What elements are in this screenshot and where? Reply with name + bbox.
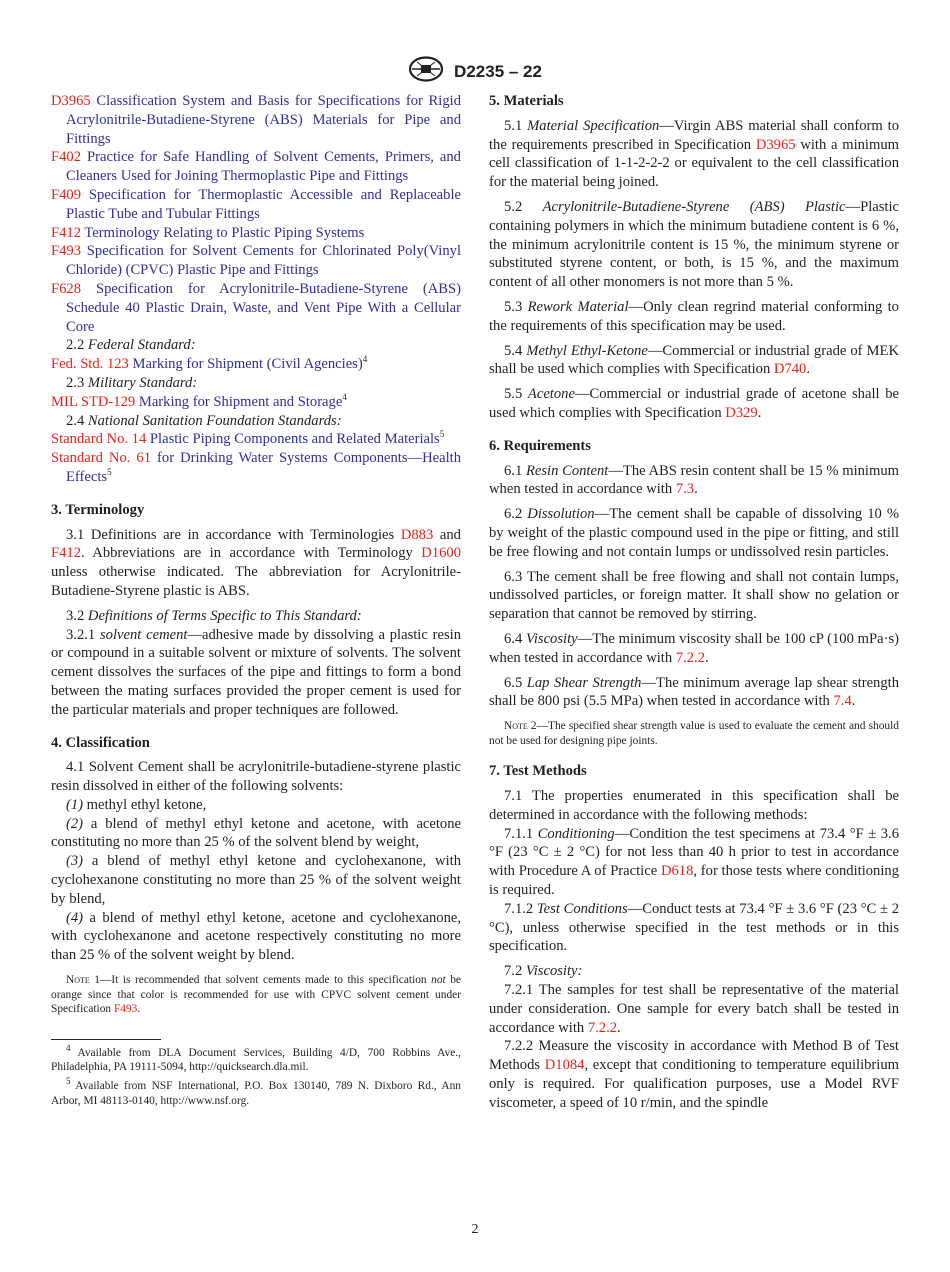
paragraph-5-2: 5.2 Acrylonitrile-Butadiene-Styrene (ABS) Plastic—Plastic containing polymers in which the minimum butadiene content is 6 %, the minimum acrylonitrile content is 15 %, the minimum styrene or substituted styrene content, or both, is 15 %, and the maximum content of all other monomers is not more than 5 %. (489, 198, 899, 291)
ref-title-link[interactable]: Marking for Shipment and Storage (138, 393, 343, 410)
ref-title-link[interactable]: Specification for Thermoplastic Accessible and Replaceable Plastic Tube and Tubular Fittings (66, 186, 461, 222)
paragraph-5-3: 5.3 Rework Material—Only clean regrind material conforming to the requirements of this specification may be used. (489, 298, 899, 334)
ref-code-link[interactable]: F493 (51, 243, 82, 260)
astm-logo-icon (408, 56, 444, 87)
ref-code-link[interactable]: F628 (51, 280, 82, 297)
ref-link[interactable]: 7.2.2 (587, 1019, 618, 1036)
standard-designation: D2235 – 22 (454, 61, 542, 81)
ref-item: MIL STD-129 Marking for Shipment and Storage$^4$ (51, 391, 347, 410)
solvent-item: (4) a blend of methyl ethyl ketone, acetone and cyclohexanone, with cyclohexanone and acetone respectively constituting no more than 25 % of the solvent weight by blend. (51, 909, 461, 964)
ref-item: Fed. Std. 123 Marking for Shipment (Civil Agencies)$^4$ (51, 354, 368, 373)
ref-item (51, 242, 461, 280)
footnote: $^5$ Available from NSF International, P.O. Box 130140, 789 N. Dixboro Rd., Ann Arbor, MI 48113-0140, http://www.nsf.org. (51, 1076, 461, 1107)
paragraph-5-5: 5.5 Acetone—Commercial or industrial grade of acetone shall be used which complies with Specification D329. (489, 386, 900, 421)
ref-code-link[interactable]: MIL STD-129 (51, 393, 136, 410)
paragraph-6-1: 6.1 Resin Content—The ABS resin content shall be 15 % minimum when tested in accordance with 7.3. (489, 462, 899, 498)
paragraph-6-5: 6.5 Lap Shear Strength—The minimum average lap shear strength shall be 800 psi (5.5 MPa) when tested in accordance with 7.4. (489, 674, 900, 710)
referenced-documents-list (51, 92, 461, 336)
paragraph-3-2-1: 3.2.1 solvent cement—adhesive made by dissolving a plastic resin or compound in a suitable solvent or mixture of solvents. The solvent cement dissolves the surfaces of the pipe and fittings to form a bond between the mating surfaces provided the proper cement is used for the particular materials and proper techniques are followed. (51, 626, 461, 718)
ref-title-link[interactable]: Specification for Solvent Cements for Chlorinated Poly(Vinyl Chloride) (CPVC) Plastic Pipe and Fittings (66, 243, 461, 279)
paragraph-5-1: 5.1 Material Specification—Virgin ABS material shall conform to the requirements prescribed in Specification D3965 with a minimum cell classification of 1-1-2-2-2 or equivalent to the cell classification for the material being joined. (489, 117, 899, 191)
paragraph-6-2: 6.2 Dissolution—The cement shall be capable of dissolving 10 % by weight of the plastic compound used in the pipe or fitting, and still be free flowing and not contain lumps or undissolved resin particles. (489, 506, 899, 560)
solvent-item: (1) methyl ethyl ketone, (66, 796, 207, 813)
footnote: $^4$ Available from DLA Document Services, Building 4/D, 700 Robbins Ave., Philadelphia, PA 19111-5094, http://quicksearch.dla.mil. (51, 1043, 461, 1074)
ref-title-link[interactable]: Marking for Shipment (Civil Agencies) (132, 356, 363, 373)
solvent-item: (2) a blend of methyl ethyl ketone and acetone, with acetone constituting no more than 25 % of the solvent blend by weight, (51, 815, 461, 851)
ref-title-link[interactable]: Terminology Relating to Plastic Piping Systems (84, 224, 365, 241)
ref-item (51, 148, 461, 186)
ref-link[interactable]: 7.2.2 (675, 649, 705, 666)
section-2-3-heading: 2.3 Military Standard: (66, 374, 198, 391)
ref-item: Standard No. 14 Plastic Piping Components and Related Materials$^5$ (51, 429, 445, 448)
paragraph-6-4: 6.4 Viscosity—The minimum viscosity shall be 100 cP (100 mPa·s) when tested in accordance with 7.2.2. (489, 630, 899, 666)
paragraph-7-2-1: 7.2.1 The samples for test shall be representative of the material under consideration. One sample for every batch shall be tested in accordance with 7.2.2. (489, 982, 899, 1036)
ref-link[interactable]: D740 (773, 361, 807, 378)
section-5-heading: 5. Materials (489, 93, 564, 109)
paragraph-3-2: 3.2 Definitions of Terms Specific to This Standard: (66, 607, 362, 624)
ref-title-link[interactable]: Classification System and Basis for Specifications for Rigid Acrylonitrile-Butadiene-Styrene (ABS) Materials for Pipe and Fittings (66, 93, 461, 147)
ref-title-link[interactable]: Plastic Piping Components and Related Materials (149, 431, 440, 448)
left-column (51, 92, 461, 1112)
ref-link[interactable]: D3965 (755, 136, 796, 153)
ref-link[interactable]: D1600 (421, 545, 461, 562)
ref-title-link[interactable]: for Drinking Water Systems Components—Health Effects (66, 450, 461, 485)
paragraph-7-1: 7.1 The properties enumerated in this specification shall be determined in accordance with the following methods: (489, 788, 899, 823)
note-2: Note 2—The specified shear strength value is used to evaluate the cement and should not be used for designing pipe joints. (489, 720, 899, 747)
section-7-heading: 7. Test Methods (489, 763, 587, 780)
ref-link[interactable]: F493 (113, 1003, 138, 1016)
ref-title-link[interactable]: Specification for Acrylonitrile-Butadiene-Styrene (ABS) Schedule 40 Plastic Drain, Waste, and Vent Pipe With a Cellular Core (66, 280, 461, 335)
ref-link[interactable]: 7.4 (833, 693, 852, 710)
paragraph-7-1-2: 7.1.2 Test Conditions—Conduct tests at 73.4 °F ± 3.6 °F (23 °C ± 2 °C), unless otherwise specified in the test methods or in this specification. (489, 900, 900, 955)
ref-code-link[interactable]: Standard No. 61 (51, 450, 152, 467)
solvent-item: (3) a blend of methyl ethyl ketone and cyclohexanone, with cyclohexanone constituting no more than 25 % of the solvent weight by blend, (51, 853, 461, 907)
right-column (489, 92, 899, 1113)
page-number: 2 (471, 1222, 479, 1237)
ref-item (51, 224, 461, 243)
ref-code-link[interactable]: F409 (51, 186, 82, 203)
ref-item: Standard No. 61 for Drinking Water Systems Components—Health Effects$^5$ (51, 450, 461, 485)
ref-link[interactable]: D883 (400, 526, 434, 543)
ref-item (51, 92, 461, 148)
ref-item (51, 280, 461, 336)
ref-link[interactable]: F412 (51, 545, 82, 562)
note-1: Note 1—It is recommended that solvent cements made to this specification not be orange since that color is recommended for use with CPVC solvent cement under Specification F493. (51, 974, 461, 1016)
ref-link[interactable]: D329 (725, 404, 758, 421)
ref-link[interactable]: 7.3 (675, 481, 695, 498)
paragraph-4-1: 4.1 Solvent Cement shall be acrylonitrile-butadiene-styrene plastic resin dissolved in either of the following solvents: (51, 759, 461, 795)
ref-code-link[interactable]: F402 (51, 149, 82, 166)
paragraph-3-1: 3.1 Definitions are in accordance with Terminologies D883 and F412. Abbreviations are in accordance with Terminology D1600 unless otherwise indicated. The abbreviation for Acrylonitrile-Butadiene-Styrene plastic is ABS. (51, 526, 461, 599)
paragraph-7-2: 7.2 Viscosity: (504, 963, 583, 980)
ref-link[interactable]: D618 (660, 863, 694, 880)
ref-title-link[interactable]: Practice for Safe Handling of Solvent Cements, Primers, and Cleaners Used for Joining Thermoplastic Pipe and Fittings (66, 149, 461, 185)
ref-code-link[interactable]: Standard No. 14 (51, 431, 147, 448)
ref-code-link[interactable]: D3965 (51, 93, 91, 109)
paragraph-5-4: 5.4 Methyl Ethyl-Ketone—Commercial or industrial grade of MEK shall be used which complies with Specification D740. (489, 342, 899, 378)
section-6-heading: 6. Requirements (489, 437, 591, 454)
paragraph-7-1-1: 7.1.1 Conditioning—Condition the test specimens at 73.4 °F ± 3.6 °F (23 °C ± 2 °C) for not less than 40 h prior to test in accordance with Procedure A of Practice D618, for those tests where conditioning is required. (489, 825, 899, 899)
footnote-divider (51, 1039, 161, 1040)
ref-item (51, 186, 461, 224)
section-2-4-heading: 2.4 National Sanitation Foundation Standards: (66, 412, 342, 429)
paragraph-6-3: 6.3 The cement shall be free flowing and shall not contain lumps, undissolved particles, or foreign matter. It shall show no gelation or separation that cannot be removed by stirring. (489, 568, 899, 623)
section-4-heading: 4. Classification (51, 734, 150, 751)
section-2-2-heading: 2.2 Federal Standard: (66, 337, 196, 354)
ref-link[interactable]: D1084 (544, 1057, 585, 1074)
ref-code-link[interactable]: Fed. Std. 123 (51, 356, 129, 373)
page-header (0, 56, 950, 87)
ref-code-link[interactable]: F412 (51, 224, 82, 241)
section-3-heading: 3. Terminology (51, 501, 145, 518)
paragraph-7-2-2: 7.2.2 Measure the viscosity in accordance with Method B of Test Methods D1084, except that conditioning to temperature equilibrium only is required. For qualification purposes, use a Model RVF viscometer, a speed of 10 r/min, and the spindle (489, 1038, 899, 1111)
